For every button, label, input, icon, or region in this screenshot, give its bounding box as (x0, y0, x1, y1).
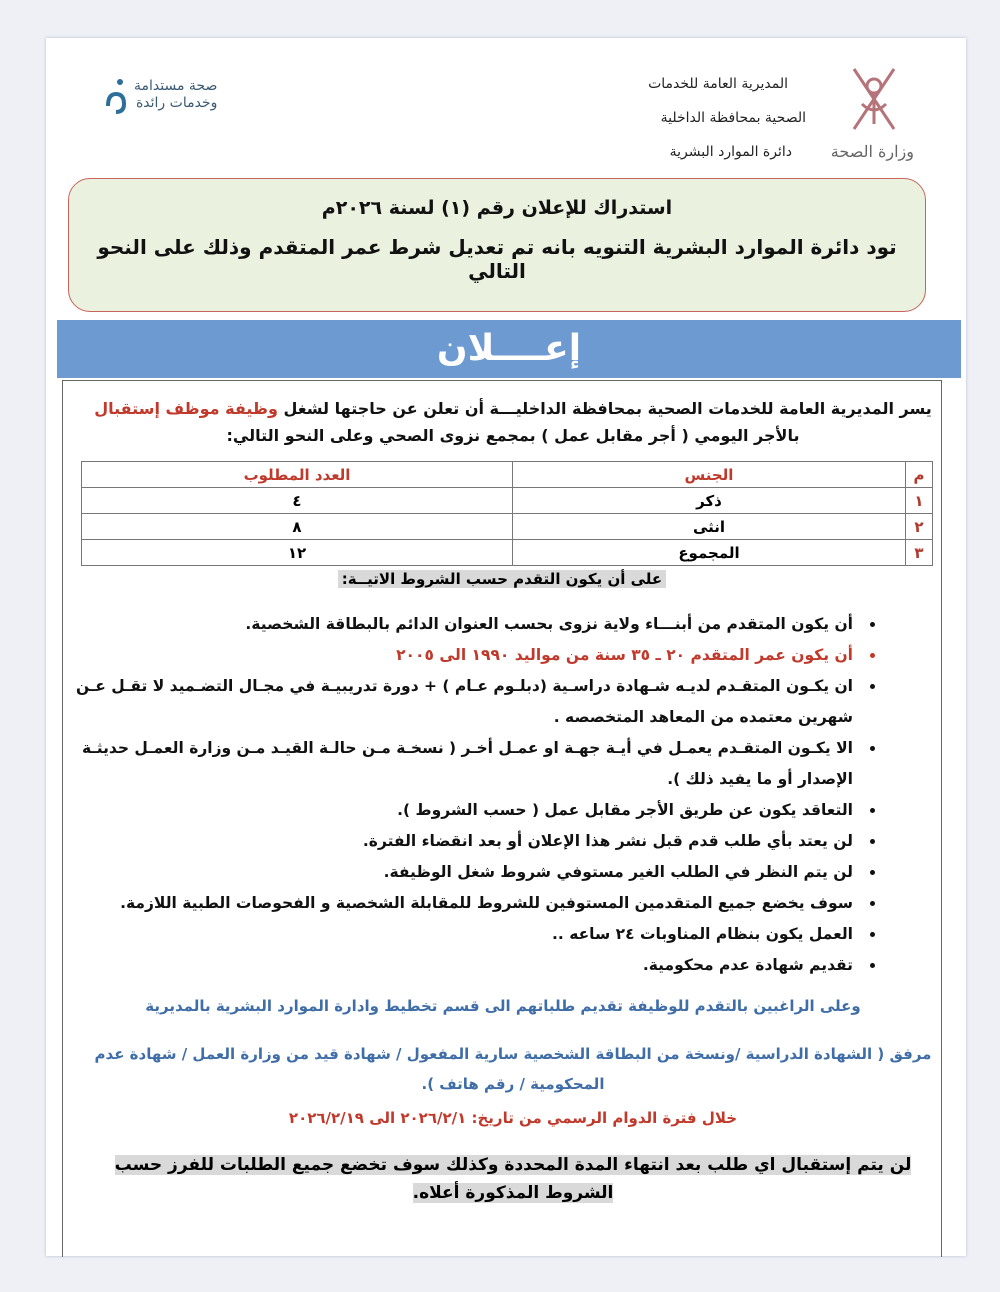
banner-title: إعــــلان (436, 328, 582, 369)
cell-gender: المجموع (513, 540, 906, 566)
cell-gender: ذكر (513, 488, 906, 514)
condition-item: • ان يكـون المتقـدم لديـه شـهادة دراسـية (دبلـوم عـام ) + دورة تدريبيـة في مجـال التضـميد لا تقـل عـن شهرين معتمده من المعاهد المتخصصه . (73, 671, 859, 733)
org-line-1: المديرية العامة للخدمات (648, 76, 788, 92)
ministry-logo-text: وزارة الصحة (830, 142, 914, 161)
ministry-logo (826, 64, 916, 174)
cell-gender: انثى (513, 514, 906, 540)
table-row (82, 488, 933, 514)
slogan-logo-icon (104, 76, 128, 116)
cell-index: ١ (906, 488, 933, 514)
final-note (83, 1151, 943, 1207)
announcement-banner (57, 320, 961, 378)
org-line-2: الصحية بمحافظة الداخلية (660, 110, 806, 126)
table-row (82, 540, 933, 566)
cell-index: ٣ (906, 540, 933, 566)
condition-item-age: • أن يكون عمر المتقدم ٢٠ ـ ٣٥ سنة من مواليد ١٩٩٠ الى ٢٠٠٥ (73, 640, 859, 671)
cell-index: ٢ (906, 514, 933, 540)
condition-item: • التعاقد يكون عن طريق الأجر مقابل عمل ( حسب الشروط ). (73, 795, 859, 826)
table-row (82, 514, 933, 540)
attachments-text: مرفق ( الشهادة الدراسية /ونسخة من البطاقة الشخصية سارية المفعول / شهادة قيد من وزارة العمل / شهادة عدم المحكومية / رقم هاتف ). (94, 1045, 932, 1093)
intro-part2: بالأجر اليومي ( أجر مقابل عمل ) بمجمع نزوى الصحي وعلى النحو التالي: (226, 426, 800, 445)
correction-notice (68, 178, 926, 312)
header-gender: الجنس (513, 462, 906, 488)
condition-item: • العمل يكون بنظام المناوبات ٢٤ ساعه .. (73, 919, 859, 950)
document-page (46, 38, 966, 1256)
conditions-list (73, 609, 881, 981)
slogan-logo (104, 76, 244, 126)
conditions-heading (63, 569, 941, 588)
job-title: وظيفة موظف إستقبال (94, 399, 278, 418)
header-index: م (906, 462, 933, 488)
cell-count: ٨ (82, 514, 513, 540)
final-note-text: لن يتم إستقبال اي طلب بعد انتهاء المدة المحددة وكذلك سوف تخضع جميع الطلبات للفرز حسب الشروط المذكورة أعلاه. (114, 1155, 912, 1203)
condition-item: • تقديم شهادة عدم محكومية. (73, 950, 859, 981)
conditions-heading-text: على أن يكون التقدم حسب الشروط الاتيــة: (338, 570, 666, 588)
condition-item: • سوف يخضع جميع المتقدمين المستوفين للشروط للمقابلة الشخصية و الفحوصات الطبية اللازمة. (73, 888, 859, 919)
condition-item: • لن يعتد بأي طلب قدم قبل نشر هذا الإعلان أو بعد انقضاء الفترة. (73, 826, 859, 857)
table-header-row (82, 462, 933, 488)
notice-body: تود دائرة الموارد البشرية التنويه بانه تم تعديل شرط عمر المتقدم وذلك على النحو التالي (97, 235, 897, 283)
intro-part1: يسر المديرية العامة للخدمات الصحية بمحافظة الداخليـــة أن تعلن عن حاجتها لشغل (277, 399, 932, 418)
vacancy-table (81, 461, 933, 566)
notice-title: استدراك للإعلان رقم (١) لسنة ٢٠٢٦م (321, 197, 673, 219)
slogan-line-2: وخدمات رائدة (135, 95, 218, 111)
intro-text (93, 395, 933, 449)
apply-instructions: وعلى الراغبين بالتقدم للوظيفة تقديم طلباتهم الى قسم تخطيط وادارة الموارد البشرية بالمديرية (145, 997, 861, 1015)
oman-emblem-icon (844, 64, 904, 134)
announcement-body (62, 380, 942, 1257)
org-line-3: دائرة الموارد البشرية (669, 144, 792, 160)
cell-count: ١٢ (82, 540, 513, 566)
condition-item: • لن يتم النظر في الطلب الغير مستوفي شروط شغل الوظيفة. (73, 857, 859, 888)
condition-item: • الا يكـون المتقـدم يعمـل في أيـة جهـة او عمـل أخـر ( نسخـة مـن حالـة القيـد مـن وزارة العمـل حديثـة الإصدار أو ما يفيد ذلك ). (73, 733, 859, 795)
slogan-line-1: صحة مستدامة (134, 78, 218, 94)
cell-count: ٤ (82, 488, 513, 514)
application-period: خلال فترة الدوام الرسمي من تاريخ: ٢٠٢٦/٢/١ الى ٢٠٢٦/٢/١٩ (288, 1109, 738, 1127)
condition-item: • أن يكون المتقدم من أبنـــاء ولاية نزوى بحسب العنوان الدائم بالبطاقة الشخصية. (73, 609, 859, 640)
header-count: العدد المطلوب (82, 462, 513, 488)
